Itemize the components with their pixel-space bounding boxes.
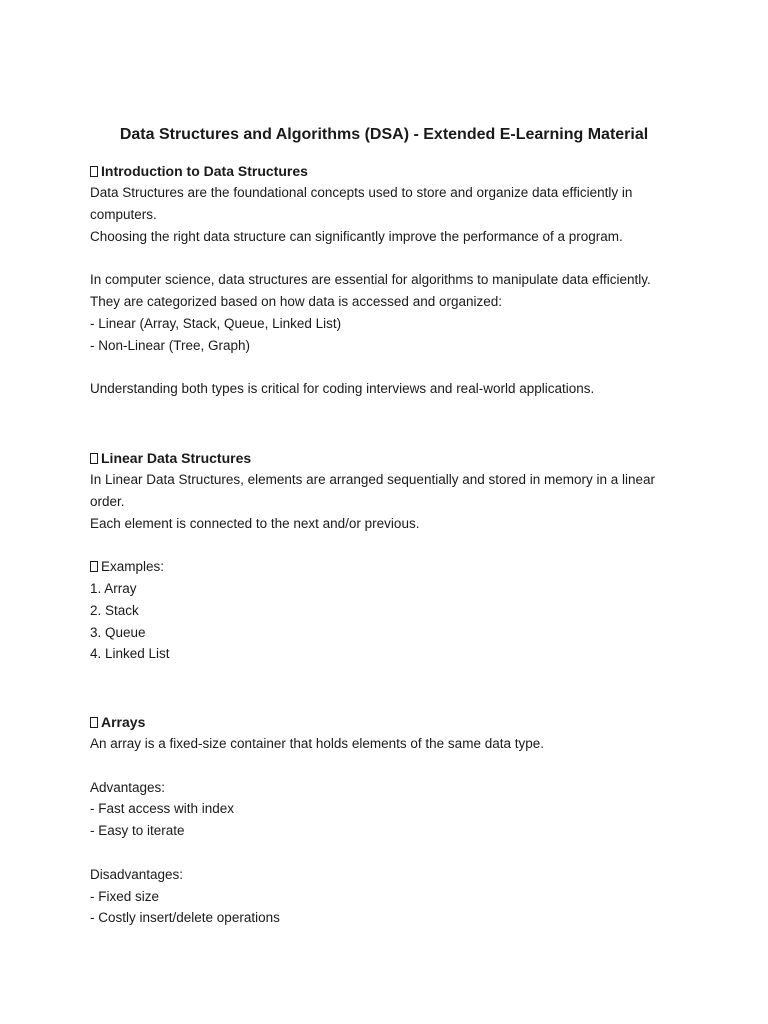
- paragraph-line: In Linear Data Structures, elements are arranged sequentially and stored in memory in a linear: [90, 472, 656, 487]
- paragraph-line: Each element is connected to the next and/or previous.: [90, 515, 420, 531]
- paragraph-line: Understanding both types is critical for coding interviews and real-world applications.: [90, 381, 595, 397]
- paragraph-line: In computer science, data structures are essential for algorithms to manipulate data efficiently.: [90, 272, 651, 288]
- examples-label: Examples:: [90, 556, 690, 578]
- document-title: Data Structures and Algorithms (DSA) - Extended E-Learning Material: [119, 126, 649, 143]
- section-heading: Linear Data Structures: [90, 447, 690, 469]
- paragraph-line: computers.: [90, 206, 157, 222]
- blank-line: [90, 842, 690, 864]
- section-arrays: [90, 711, 690, 929]
- paragraph-line: An array is a fixed-size container that holds elements of the same data type.: [90, 736, 544, 751]
- list-item: 2. Stack: [90, 602, 139, 618]
- list-item: - Non-Linear (Tree, Graph): [90, 337, 251, 353]
- list-item: - Easy to iterate: [90, 823, 185, 839]
- blank-line: [90, 356, 690, 378]
- section-heading: Introduction to Data Structures: [90, 160, 690, 182]
- blank-line: [90, 247, 690, 269]
- disadvantages-label: Disadvantages:: [90, 866, 184, 882]
- list-item: - Linear (Array, Stack, Queue, Linked List): [90, 315, 342, 331]
- list-item: 1. Array: [90, 580, 137, 596]
- list-item: - Fast access with index: [90, 801, 235, 817]
- paragraph-line: order.: [90, 493, 125, 509]
- blank-line: [90, 755, 690, 777]
- paragraph-line: Choosing the right data structure can significantly improve the performance of a program.: [90, 228, 623, 244]
- missing-glyph-icon: [90, 717, 98, 728]
- section-linear-data-structures: [90, 447, 690, 665]
- section-introduction: [90, 160, 690, 400]
- list-item: 4. Linked List: [90, 646, 170, 662]
- blank-line: [90, 534, 690, 556]
- list-item: - Costly insert/delete operations: [90, 910, 280, 926]
- missing-glyph-icon: [90, 453, 98, 464]
- missing-glyph-icon: [90, 166, 98, 177]
- advantages-label: Advantages:: [90, 779, 166, 795]
- missing-glyph-icon: [90, 561, 98, 572]
- section-heading: Arrays: [90, 711, 690, 733]
- list-item: 3. Queue: [90, 624, 146, 640]
- paragraph-line: They are categorized based on how data is accessed and organized:: [90, 293, 503, 309]
- paragraph-line: Data Structures are the foundational concepts used to store and organize data efficiently in: [90, 185, 633, 200]
- list-item: - Fixed size: [90, 888, 160, 904]
